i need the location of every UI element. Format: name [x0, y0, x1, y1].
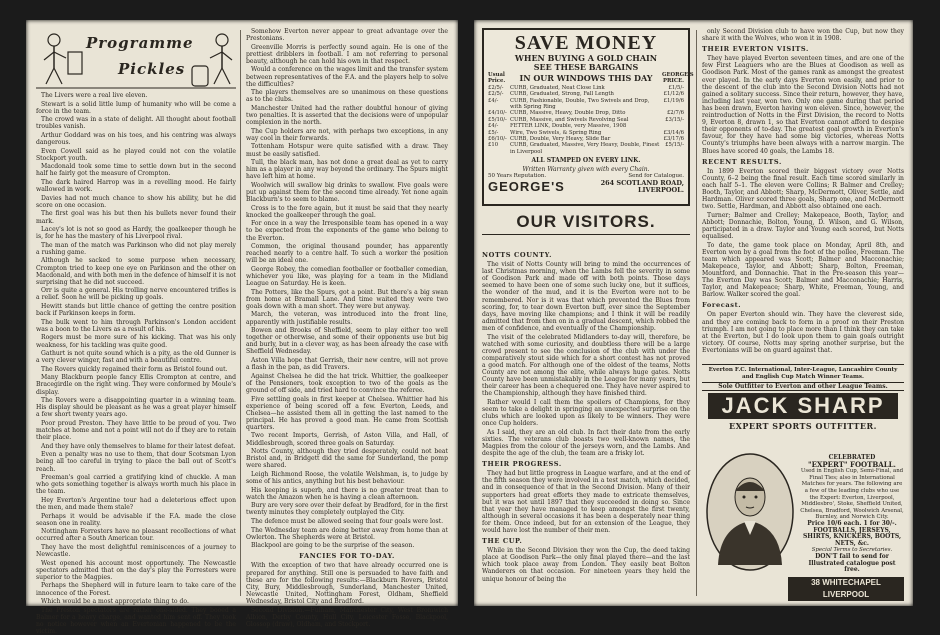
paragraph: Even a penalty was no use to them, that dour Scotsman Lyon being all too careful in trying to place the ball out of Scott's reach.: [36, 451, 236, 473]
section-heading: FANCIES FOR TO-DAY.: [299, 552, 395, 561]
paragraph: Turner; Balmer and Crelley; Makepeace, Booth, Taylor, and Abbott; Donnachie, Bolton, Young, D. Wilson, and G. Wilson, participated in a draw. Taylor and Young each scored, but Notts equalised.: [702, 211, 904, 241]
paragraph: Gathurt is not quite sound which is a pity, as the old Gunner is a very clever winger, fast and with a beautiful centre.: [36, 350, 236, 365]
sharp-ad-line2: Sole Outfitter to Everton and other League Teams.: [702, 382, 904, 391]
paragraph: The Preston spectators are rather one-sided. They booed a Balmer for a heavy charge, and wanted him sent off. They took no notice however when an Evertonian happened to be the victim.: [36, 606, 236, 635]
ad-georges-price: £2/7/6: [666, 110, 684, 117]
ad-warranty-line: Written Warranty given with every Chain.: [522, 166, 650, 174]
paragraph: Leigh Richmond Roose, the volatile Welshman, is, to judge by some of his antics, anything but his best behaviour.: [246, 470, 448, 486]
paragraph: Many Blackburn people fancy Ellis Crompton at centre, and Bracegirdle on the right wing. They were conformed by Moule's display.: [36, 374, 236, 396]
paragraph: They have the most delightful reminiscences of a journey to Newcastle.: [36, 543, 236, 559]
paragraph: The crowd was in a state of delight. All thought about football troubles vanish.: [36, 116, 236, 131]
paragraph: On paper Everton should win. They have the cleverest side, and they are coming back to form in a proof on their Preston triumph. I am not going to place more than I think they can take at the Everton, but I do look upon them to gain goals outright victory. Of course, Notts may spring another surprise, but the Evertonians will be on guard against that.: [702, 311, 904, 354]
sharp-ad-celebrated: CELEBRATED: [828, 454, 876, 461]
sharp-ad-blurb: Used in English Cup, Semi-Final, and Final Ties; also in International Matches for years. The following are a few of the leading clubs who use the Expert: Everton, Liverpool, Middlesbro', Stoke, Sheffield United, Chelsea, Bradford, Woolwich Arsenal, Burnley, and Norwich City.: [800, 468, 904, 521]
section-heading: Forecast.: [702, 301, 742, 310]
paragraph: They have played Everton seventeen times, and are one of the few First Leaguers who are the Blues at Goodison as well as Goodison Park. Most of the games rank as amongst the greatest ever played. In the early days Everton won easily, and prior to the descent of the club into the Second Division Notts had not gained a solitary success. Since their return, however, they have, including last year, won two. Only one game during that period has been drawn, Everton having won eleven. Since, however, the reintroduction of Notts in the First Division, the record to Notts 9, Everton 8, drawn 1, so that Everton cannot afford to despise their opponents of to-day. The greatest goal growth in Everton's favour, for they have had some big victories, whereas Notts County's triumphs have been always with a narrow margin. The Blues have scored 40 goals, the Lambs 18.: [702, 55, 904, 155]
paragraph: Orr is quite a general. His trolling nerve encountered trifles is a relief. Soon he will be picking up goals.: [36, 287, 236, 302]
left-page: [26, 20, 458, 635]
paragraph: The defence must be allowed seeing that four goals were lost.: [251, 518, 444, 525]
ad-georges-price: £1/12/6: [663, 91, 684, 98]
ad-usual-price: £2/5/-: [488, 91, 504, 98]
paragraph: Rogers must be more sure of his kicking. That was his only weakness, for his tackling was quite good.: [36, 334, 236, 349]
paragraph: West opened his account most opportunely. The Newcastle spectators admitted that on the day's play the Forresters were superior to the Magpies.: [36, 559, 236, 581]
banner-title-line1: Programme: [86, 34, 194, 52]
section-heading: THEIR EVERTON VISITS.: [702, 45, 809, 54]
ad-brand: GEORGE'S: [488, 179, 565, 195]
paragraph: only Second Division club to have won the Cup, but now they share it with the Wolves, who won it in 1908.: [702, 28, 904, 43]
paragraph: Tottenham Hotspur were quite satisfied with a draw. They must be easily satisfied.: [246, 143, 448, 158]
paragraph: Cross is to the fore again, but it must be said that they nearly knocked the goalkeeper through the goal.: [246, 204, 448, 219]
paragraph: Against Chelsea he did the hat trick. Whittier, the goalkeeper of the Pensioners, took exception to two of the goals as the ground of off side, and tried hard to convince the referee.: [246, 372, 448, 394]
paragraph: Perhaps the Shepherd will in future learn to take care of the innocence of the Forest.: [36, 582, 236, 597]
ad-address-line2: LIVERPOOL.: [637, 185, 684, 194]
paragraph: The Livers were a real live eleven.: [41, 92, 148, 99]
column-rule: [240, 30, 241, 596]
jack-sharp-portrait: [706, 453, 794, 571]
sharp-ad-price: Price 10/6 each. 1 for 30/-.: [807, 519, 897, 527]
ad-georges-price: £5/15/-: [665, 142, 684, 149]
paragraph: Nottingham Forresters have no pleasant recollections of what occurred after a South American tour.: [36, 528, 236, 543]
sharp-ad-blurb-block: [800, 455, 904, 574]
sharp-ad-name: JACK SHARP: [708, 393, 898, 419]
sharp-ad-secretaries: Special Terms to Secretaries.: [811, 547, 893, 554]
paragraph: The visit of Notts County will bring to mind the occurrences of last Christmas morning, when the Lambs fell the severity in some of Goodison Park and made off with both points. Those days seemed to have been one of some such lucky one, but it suffices, the wonder of the mud, and it is the Everton were not to be remembered. Nor is it was that which prevented the Blues from scoring, for, to tear down Everton buff, ever since the September days, have moving like champions; and I think it will be readily admitted that from then on in a gradual descent, which robbed the men of confidence, and eventually of the Championship.: [482, 261, 690, 332]
paragraph: And they have only themselves to blame for their latest defeat.: [41, 442, 236, 450]
paragraph: While in the Second Division they won the Cup, the deed taking place at Goodison Park—the only final played there—and the last which took place away from London. They easily beat Bolton Wanderers on that occasion. For nineteen years they held the unique honour of being the: [482, 547, 690, 583]
sharp-ad-dont: DON'T fail to send for Illustrated catalogue post free.: [808, 552, 896, 574]
paragraph: The Wednesday team are doing better away from home than at Owlerton. The Shepherds were at Bristol.: [246, 526, 448, 541]
paragraph: Although he sacked to some purpose when necessary, Crompton tried to keep one eye on Parkinson and the other on Macdonald, and with both men in the defence of himself it is not surprising that he did not succeed.: [36, 257, 236, 286]
paragraph: Two recent Imports, Gerrish, of Aston Villa, and Hall, of Middlesbrough, scored three goals on Saturday.: [246, 432, 448, 447]
ad-stamp-line: ALL STAMPED ON EVERY LINK.: [531, 157, 641, 165]
ad-window-line: IN OUR WINDOWS THIS DAY: [519, 73, 653, 83]
ad-usual-price: £4/10/-: [488, 110, 507, 117]
paragraph: Would a conference on the wages limit and the transfer system between representatives of the F.A. and the players help to solve the difficulties?: [246, 66, 448, 88]
ad-georges-price: £1/5/-: [668, 84, 684, 91]
right-column-2: [702, 28, 904, 360]
ad-item-description: CURB, Graduated, Strong, Fall Length: [510, 91, 614, 98]
paragraph: George Robey, the comedian footballer or footballer comedian, whichever you like, was playing for a team in the Midland League on Saturday. He is keen.: [246, 265, 448, 288]
right-page: [474, 20, 913, 606]
ad-item-description: CURB, Fashionable, Double, Two Swivels and Drop, with Spring Ring: [510, 97, 650, 111]
paragraph: As I said, they are an old club. In fact their date from the early sixties. The veterans club boasts two well-known names, the Magpies from the colour of the jerseys worn, and the Lambs. And despite the age of the club, the team are a frisky lot.: [482, 428, 690, 458]
paragraph: With the exception of two that have already occurred one is prepared for anything. Still one is persuaded to have faith and these are for the following results:—Blackburn Rovers, Bristol City, Bury, Middlesbrough, Sunderland, Manchester United, Newcastle United, Nottingham Forest, Oldham, Sheffield Wednesday, Bristol City and Bradford.: [246, 562, 448, 605]
left-column-2: [246, 28, 448, 628]
paragraph: The Cup holders are not, with perhaps two exceptions, in any way cool in their forwards.: [246, 127, 448, 142]
paragraph: The man of the match was Parkinson who did not play merely a rushing game.: [36, 241, 236, 256]
ad-item-description: CURB, Graduated, Neat Close Link: [510, 84, 605, 91]
ad-headline: SAVE MONEY: [514, 32, 658, 54]
right-column-1: [482, 248, 690, 598]
ad-item-description: FETTER LINK, Double, very Massive, 1908: [510, 123, 627, 130]
paragraph: Second Division.—Fulham, Manchester City, West Bromwich Albion, Derby County, Hull City, Leicester Fosse, Blackpool, Glossop (draw), Oldham, and Stockport.: [246, 606, 448, 628]
paragraph: Hey Everton's Argentine tour had a deleterious effect upon the men, and made them stale?: [36, 496, 236, 511]
ad-address-line1: 264 SCOTLAND ROAD,: [600, 178, 684, 187]
ad-subhead-2: SEE THESE BARGAINS: [533, 62, 639, 72]
paragraph: The first goal was his but then his bullets never found their mark.: [36, 210, 236, 225]
paragraph: Hewitt stands but little chance of getting the centre position back if Parkinson keeps in form.: [36, 303, 236, 318]
ad-usual-price-label: Usual Price.: [488, 72, 506, 85]
paragraph: March, the veteran, was introduced into the front line, apparently with justifiable results.: [246, 311, 448, 326]
ad-item-description: CURB, Graduated, Massive, Very Heavy, Double, Finest in Liverpool: [510, 142, 660, 155]
left-column-1: [36, 92, 236, 635]
paragraph: Greenville Morris is perfectly sound again. He is one of the prettiest dribblers in football. I am not referring to personal beauty, although he can hold his own in that respect.: [246, 43, 448, 65]
ad-georges-price-label: GEORGE'S PRICE.: [662, 72, 694, 85]
ad-item-description: CURB, Massive, Heavy, Double Drop, Ditto: [510, 110, 626, 117]
our-visitors-title: OUR VISITORS.: [482, 212, 690, 235]
sharp-ad-jerseys: FOOTBALLS, JERSEYS, SHIRTS, KNICKERS, BOOTS, NETS, &c.: [802, 526, 902, 547]
paragraph: Aston Villa hope that Gerrish, their new centre, will not prove a flash in the pan, as did Travers.: [246, 357, 448, 372]
paragraph: His keeping is superb, and there is no greater treat than to watch the Amazon when he is having a clean afternoon.: [246, 486, 448, 501]
sharp-ad-product: "EXPERT" FOOTBALL.: [807, 459, 896, 469]
ad-item-description: CURB, Massive, and Swivels Revolving Seal: [510, 116, 629, 123]
paragraph: Lacey's lot is not so good as Hardy, the goalkeeper though he is, for he has the mastery of his Liverpool rival.: [36, 226, 236, 241]
paragraph: Manchester United had the rather doubtful honour of giving two penalties. It is asserted that the decisions were of unpopular complexion in the north.: [246, 104, 448, 127]
paragraph: Rather would I call them the spoilers of Champions, for they seem to take a delight in springing an unexpected surprise on the clubs which are looked upon as likely to be winners. They were once Cup holders.: [482, 398, 690, 428]
section-heading: NOTTS COUNTY.: [482, 251, 553, 259]
paragraph: For once in a way the Irresponsible team has opened in a way to be expected from the exponents of the game who belong to the Everton.: [246, 220, 448, 242]
ad-address: [601, 180, 684, 194]
ad-price-list: [488, 85, 684, 155]
paragraph: The Rovers were a disappointing quarter in a winning team. His display should be pleasant as he was a great player himself a few short twenty years ago.: [36, 397, 236, 419]
column-rule: [696, 30, 697, 596]
ad-reputation: 50 Years Reputation.: [488, 173, 547, 180]
section-heading: THE CUP.: [482, 537, 523, 546]
ad-usual-price: £5/-: [488, 129, 499, 136]
ad-georges-price: £1/19/6: [663, 97, 684, 104]
paragraph: In 1899 Everton scored their biggest victory over Notts County, 6–2 being the final result. Each time scored similarly in each half 5–1. The eleven were Collins; R Balmer and Crelley; Booth, Taylor, and Abbott; Sharp, McDermott, Oliver, Settle, and Hardman. Oliver scored three goals, Sharp one, and McDermott two. Settle, Hardman, and Abbott also obtained one each.: [702, 167, 904, 211]
ad-catalogue: Send for Catalogue.: [628, 173, 684, 180]
section-heading: RECENT RESULTS.: [702, 157, 782, 166]
sharp-ad-tagline: EXPERT SPORTS OUTFITTER.: [729, 421, 877, 431]
ad-usual-price: £4/-: [488, 97, 499, 104]
paragraph: Somehow Everton never appear to great advantage over the Prestonians.: [246, 28, 448, 43]
paragraph: The bulk went to him through Parkinson's London accident was a boon to the Livers as a result of his.: [36, 318, 236, 333]
ad-brand-row: [488, 179, 684, 194]
ad-item-description: Wire, Two Swivels, & Spring Ring: [510, 129, 602, 136]
paragraph: Arthur Goddard was on his toes, and his centring was always dangerous.: [36, 131, 236, 147]
paragraph: The players themselves are so unanimous on these questions as to the clubs.: [246, 89, 448, 104]
paragraph: Perhaps it would be advisable if the F.A. made the close season one in reality.: [36, 512, 236, 527]
paragraph: Bury are very sore over their defeat by Bradford, for in the first twenty minutes they completely outplayed the City.: [246, 502, 448, 517]
ad-georges-price: £3/14/6: [663, 129, 684, 136]
paragraph: Woolwich will swallow big drinks to swallow. Five goals were put up against them for the second time already. Yet none again Blackburn's to seem to blame.: [246, 181, 448, 204]
georges-gold-chain-advert: [482, 28, 694, 206]
paragraph: They had but little progress in League warfare, and at the end of the fifth season they were involved in a test match, which decided, and in consequence of that in the Second Division. Many of their supporters had great efforts they made to extricate themselves, but it was not until 1897 that they succeeded in doing so. Since that year they have managed to keep amongst the first twenty, although in several occasions it has been a desperately near thing for them. Once indeed, but for an extension of the League, they would have lost the number of their men.: [482, 470, 690, 534]
ad-usual-price: £5/10/-: [488, 116, 507, 123]
ad-usual-price: £6/10/-: [488, 136, 507, 143]
ad-usual-price: £10: [488, 142, 499, 149]
paragraph: To date, the game took place on Monday, April 8th, and Everton won by a goal from the foot of the pollee, Freeman. The team which appeared was Scott; Balmer and Macconachie; Makepeace, Taylor, and Abbott; Sharp, Bolton, Freeman, Mountford, and Donnachie. That in the Pre-season this year—The Everton Day was Scott; Balmer and Macconachie; Harris, Taylor, and Makepeace; Sharp, White, Freeman, Young, and Barlow. Walker scored the goal.: [702, 241, 904, 299]
ad-price-row: [488, 142, 684, 155]
paragraph: The dark haired Harrop was in a revelling mood. He fairly wallowed in work.: [36, 179, 236, 194]
paragraph: Common, the original thousand pounder, has apparently reached nearly to a centre half. To such a worker the position will be an ideal one.: [246, 243, 448, 265]
paragraph: Notts County, although they tried desperately, could not beat Bristol and, in Bridgett did the same for Sunderland, the pomp were shared.: [246, 448, 448, 470]
paragraph: Tull, the black man, has not done a great deal as yet to carry him as a player in any way beyond the ordinary. The Spurs might have left him at home.: [246, 159, 448, 181]
paragraph: Macdonald took some time to settle down but in the second half he fairly got the measure of Crompton.: [36, 163, 236, 178]
ad-georges-price: £3/15/-: [665, 116, 684, 123]
paragraph: The visit of the celebrated Midlanders to-day will, therefore, be watched with some curiosity, and doubtless there will be a large crowd present to see the conclusion of the club with under the comparatively stout side which for a short contest has not proved a good match. For although one of the oldest of the teams, Notts County are not among the elite, while always huge gates. Notts County have been unmistakably in the League for many years, but their career has been a chequered one. They have never aspired to the Championship, although they have finished third.: [482, 333, 690, 398]
paragraph: Even Cowell said as he played could not con the volatile Stockport youth.: [36, 147, 236, 162]
ad-price-row: [488, 98, 684, 111]
ad-price-header: [488, 72, 694, 85]
paragraph: Bowen and Brooks of Sheffield, seem to play either too well together or otherwise, and some of their opponents use but big and burly, but in a clever way, as has been already the case with Sheffield Wednesday.: [246, 327, 448, 356]
banner-title-line2: Pickles: [118, 60, 186, 78]
ad-usual-price: £2/5/-: [488, 84, 504, 91]
ad-item-description: CURB, Double, Very Heavy, Slide Bar: [510, 136, 611, 143]
sharp-ad-line1: Everton F.C. International, Inter-League, Lancashire County and English Cup Match Winner Teams.: [708, 367, 898, 380]
paragraph: The Rovers quickly regained their form as Bristol found out.: [41, 365, 228, 373]
paragraph: Blackpool are going to be the surprise of the season.: [251, 542, 415, 550]
section-heading: THEIR PROGRESS.: [482, 460, 562, 469]
programme-pickles-banner: [36, 28, 236, 90]
paragraph: Poor proud Preston. They have little to be proud of you. Two matches at home and not a point will not do if they are to retain their place.: [36, 419, 236, 442]
jack-sharp-advert: [702, 364, 904, 598]
paragraph: Five settling goals in first keeper at Chelsea. Whittier had his experience of being scored off a few. Everton, Leeds, and Chelsea—he assisted them all in getting the last named to the principal. He has proved a good man. He came from Scottish quarters.: [246, 395, 448, 431]
paragraph: Davies had not much chance to show his ability, but he did score on one occasion.: [36, 194, 236, 209]
paragraph: The Potters, like the Spurs, got a point. But there's a big swan from home at Bramall Lane. And time waited they were two goals down with a man short. They were but anyway.: [246, 288, 448, 310]
paragraph: Stewart is a solid little lump of humanity who will be come a force in the team.: [36, 100, 236, 115]
ad-georges-price: £3/17/6: [663, 136, 684, 143]
sharp-ad-address: 38 WHITECHAPEL LIVERPOOL: [788, 577, 904, 601]
ad-subhead-1: WHEN BUYING A GOLD CHAIN: [514, 53, 658, 63]
paragraph: Freeman's goal carried a gratifying kind of chuckle. A man who gets something together is always worth much his place in the team.: [36, 474, 236, 496]
paragraph: Which would be a most appropriate thing to do.: [41, 598, 189, 606]
ad-usual-price: £4/-: [488, 123, 499, 130]
